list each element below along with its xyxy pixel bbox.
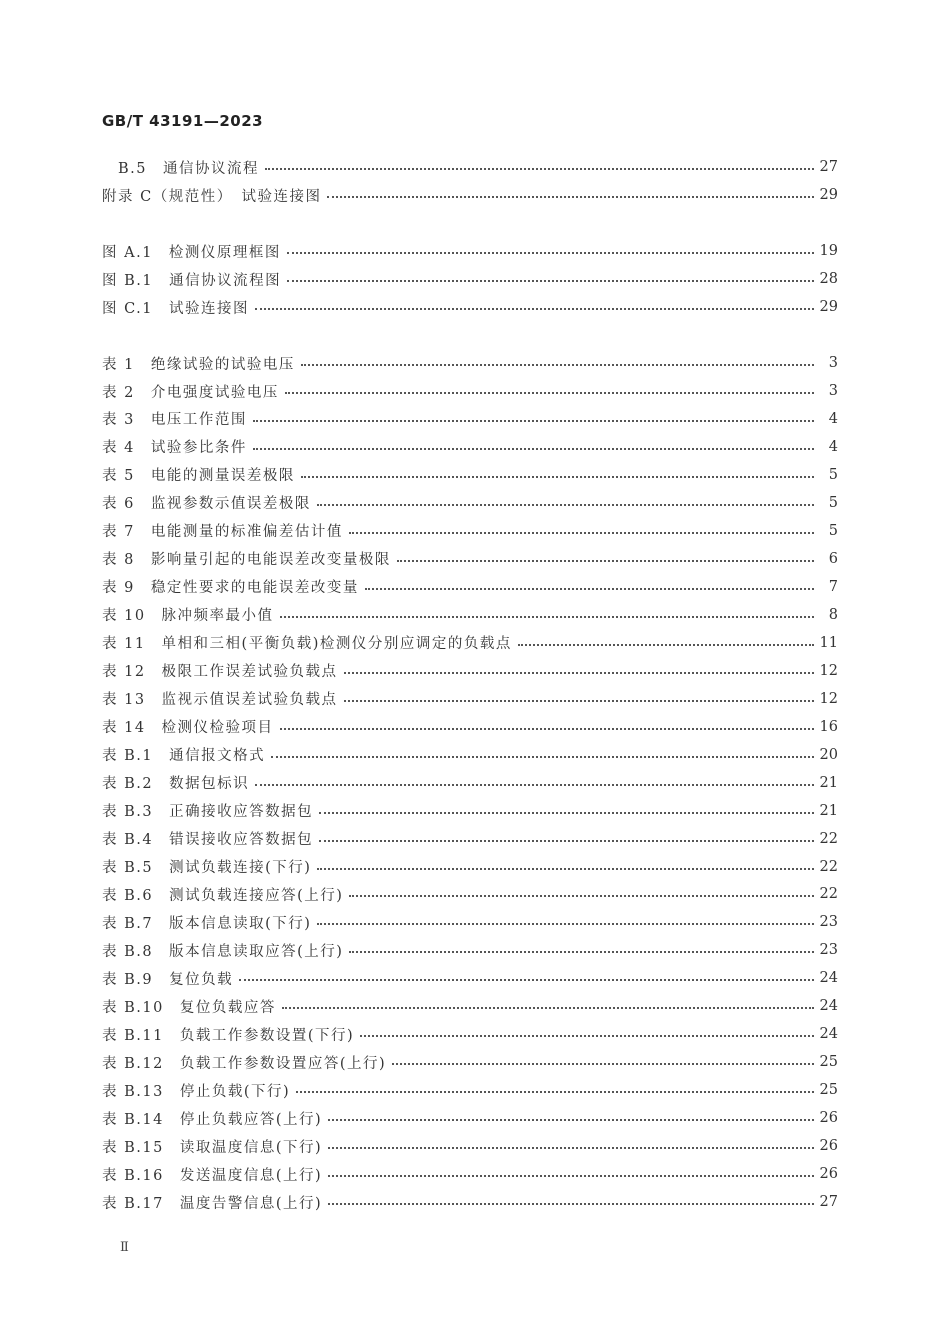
toc-entry-page: 21 <box>819 802 838 819</box>
dot-leader <box>344 672 814 674</box>
dot-leader <box>327 196 813 198</box>
toc-entry-page: 3 <box>828 355 838 371</box>
toc-entry-label: 附录 C（规范性） 试验连接图 <box>102 188 322 205</box>
toc-entry-page: 5 <box>828 466 838 483</box>
toc-figure-entry[interactable] <box>102 239 838 263</box>
toc-entry-label: 表 B.16 发送温度信息(上行) <box>102 1167 323 1184</box>
toc-entry-page: 7 <box>828 578 838 595</box>
dot-leader <box>317 923 813 925</box>
toc-table-entry[interactable] <box>102 547 838 571</box>
toc-table-entry[interactable] <box>102 771 838 795</box>
toc-entry-label: 表 B.4 错误接收应答数据包 <box>102 832 314 848</box>
toc-table-entry[interactable] <box>102 743 838 767</box>
toc-entry-page: 26 <box>819 1138 838 1155</box>
toc-entry[interactable] <box>102 183 838 207</box>
dot-leader <box>317 504 814 506</box>
dot-leader <box>287 252 814 254</box>
toc-table-entry[interactable] <box>102 519 838 543</box>
page-number: Ⅱ <box>120 1240 129 1255</box>
toc-entry-label: 图 A.1 检测仪原理框图 <box>102 244 281 261</box>
toc-entry-page: 25 <box>819 1082 838 1099</box>
toc-entry-label: 表 B.2 数据包标识 <box>102 776 250 792</box>
toc-entry-label: 表 11 单相和三相(平衡负载)检测仪分别应调定的负载点 <box>102 636 512 653</box>
toc-table-entry[interactable] <box>102 1050 838 1074</box>
dot-leader <box>253 420 814 422</box>
toc-entry-label: 表 14 检测仪检验项目 <box>102 720 274 737</box>
dot-leader <box>253 448 814 450</box>
dot-leader <box>301 476 814 478</box>
toc-entry-label: 表 B.5 测试负载连接(下行) <box>102 860 312 876</box>
dot-leader <box>317 868 813 870</box>
toc-entry-page: 20 <box>819 746 838 763</box>
toc-entry-label: 表 2 介电强度试验电压 <box>102 384 279 401</box>
toc-entry-label: 表 B.10 复位负载应答 <box>102 999 276 1016</box>
toc-table-entry[interactable] <box>102 827 838 851</box>
toc-entry-page: 4 <box>828 410 838 427</box>
toc-table-entry[interactable] <box>102 855 838 879</box>
toc-entry-page: 21 <box>819 774 838 791</box>
toc-entry-page: 12 <box>819 690 838 707</box>
toc-table-entry[interactable] <box>102 631 838 655</box>
toc-entry-page: 22 <box>819 830 838 847</box>
dot-leader <box>349 532 814 534</box>
dot-leader <box>349 951 813 953</box>
dot-leader <box>271 756 813 758</box>
dot-leader <box>360 1035 813 1037</box>
toc-table-entry[interactable] <box>102 1190 838 1214</box>
toc-entry-page: 26 <box>819 1110 838 1127</box>
document-header: GB/T 43191—2023 <box>102 112 264 130</box>
toc-table-entry[interactable] <box>102 659 838 683</box>
toc-entry-page: 8 <box>828 606 838 623</box>
toc-entry-label: 图 C.1 试验连接图 <box>102 300 250 317</box>
toc-table-entry[interactable] <box>102 910 838 934</box>
toc-table-entry[interactable] <box>102 463 838 487</box>
dot-leader <box>344 700 814 702</box>
toc-table-entry[interactable] <box>102 491 838 515</box>
toc-entry-page: 4 <box>828 438 838 455</box>
dot-leader <box>328 1203 813 1205</box>
dot-leader <box>365 588 814 590</box>
toc-entry-page: 16 <box>819 718 838 735</box>
toc-entry-label: 表 3 电压工作范围 <box>102 412 247 429</box>
toc-figure-entry[interactable] <box>102 295 838 319</box>
dot-leader <box>285 392 814 394</box>
dot-leader <box>239 979 813 981</box>
toc-table-entry[interactable] <box>102 715 838 739</box>
toc-table-entry[interactable] <box>102 966 838 990</box>
toc-entry-label: 图 B.1 通信协议流程图 <box>102 272 282 289</box>
toc-entry-page: 23 <box>819 914 838 931</box>
toc-entry-label: 表 B.9 复位负载 <box>102 971 234 988</box>
toc-entry-page: 12 <box>819 662 838 679</box>
toc-table-entry[interactable] <box>102 1162 838 1186</box>
toc-table-entry[interactable] <box>102 799 838 823</box>
toc-entry-page: 5 <box>828 522 838 539</box>
toc-entry-label: 表 B.7 版本信息读取(下行) <box>102 915 312 932</box>
toc-entry-page: 24 <box>819 998 838 1015</box>
toc-table-entry[interactable] <box>102 938 838 962</box>
toc-entry-label: 表 6 监视参数示值误差极限 <box>102 496 311 513</box>
toc-entry-label: 表 B.8 版本信息读取应答(上行) <box>102 943 344 960</box>
dot-leader <box>265 168 814 170</box>
toc-table-entry[interactable] <box>102 575 838 599</box>
toc-entry-label: 表 B.6 测试负载连接应答(上行) <box>102 887 344 904</box>
toc-entry-label: 表 B.1 通信报文格式 <box>102 748 266 765</box>
toc-entry-label: 表 8 影响量引起的电能误差改变量极限 <box>102 552 391 569</box>
toc-table-entry[interactable] <box>102 1022 838 1046</box>
dot-leader <box>392 1063 813 1065</box>
toc-entry-page: 29 <box>819 299 838 315</box>
toc-entry-label: 表 13 监视示值误差试验负载点 <box>102 692 338 709</box>
toc-entry-label: 表 10 脉冲频率最小值 <box>102 608 274 625</box>
toc-entry-label: B.5 通信协议流程 <box>118 160 259 177</box>
toc-entry-page: 19 <box>819 243 838 259</box>
toc-table-entry[interactable] <box>102 687 838 711</box>
dot-leader <box>328 1175 813 1177</box>
toc-entry-page: 28 <box>819 271 838 287</box>
toc-entry-page: 11 <box>819 634 838 651</box>
toc-table-entry[interactable] <box>102 1134 838 1158</box>
toc-figure-entry[interactable] <box>102 267 838 291</box>
toc-entry-label: 表 B.15 读取温度信息(下行) <box>102 1139 323 1156</box>
toc-table-entry[interactable] <box>102 407 838 431</box>
toc-table-entry[interactable] <box>102 435 838 459</box>
toc-entry-page: 22 <box>819 858 838 875</box>
toc-table-entry[interactable] <box>102 351 838 375</box>
dot-leader <box>280 728 814 730</box>
toc-entry-label: 表 9 稳定性要求的电能误差改变量 <box>102 580 359 597</box>
toc-entry-label: 表 4 试验参比条件 <box>102 440 247 457</box>
toc-entry-label: 表 5 电能的测量误差极限 <box>102 468 295 485</box>
toc-entry-label: 表 B.12 负载工作参数设置应答(上行) <box>102 1055 387 1072</box>
toc-table-entry[interactable] <box>102 1106 838 1130</box>
toc-table-entry[interactable] <box>102 1078 838 1102</box>
dot-leader <box>301 364 814 366</box>
dot-leader <box>280 616 814 618</box>
dot-leader <box>282 1007 814 1009</box>
dot-leader <box>287 280 813 282</box>
toc-entry-page: 5 <box>828 494 838 511</box>
toc-entry-label: 表 B.13 停止负载(下行) <box>102 1083 291 1100</box>
dot-leader <box>319 840 813 842</box>
toc-entry-page: 27 <box>819 159 838 175</box>
toc-table-entry[interactable] <box>102 603 838 627</box>
dot-leader <box>518 644 814 646</box>
toc-entry[interactable] <box>118 155 838 179</box>
toc-entry-label: 表 B.11 负载工作参数设置(下行) <box>102 1027 355 1044</box>
toc-entry-page: 24 <box>819 970 838 987</box>
toc-table-entry[interactable] <box>102 379 838 403</box>
dot-leader <box>255 784 813 786</box>
dot-leader <box>255 308 814 310</box>
dot-leader <box>328 1119 813 1121</box>
toc-entry-label: 表 1 绝缘试验的试验电压 <box>102 356 295 373</box>
toc-entry-label: 表 B.17 温度告警信息(上行) <box>102 1195 323 1212</box>
toc-entry-page: 6 <box>828 550 838 567</box>
toc-entry-page: 29 <box>819 187 838 203</box>
toc-entry-label: 表 7 电能测量的标准偏差估计值 <box>102 524 343 541</box>
toc-entry-label: 表 B.3 正确接收应答数据包 <box>102 804 314 820</box>
dot-leader <box>397 560 814 562</box>
toc-entry-page: 25 <box>819 1054 838 1071</box>
toc-entry-page: 3 <box>828 383 838 399</box>
toc-entry-label: 表 12 极限工作误差试验负载点 <box>102 664 338 681</box>
toc-table-entry[interactable] <box>102 882 838 906</box>
dot-leader <box>296 1091 813 1093</box>
toc-entry-page: 26 <box>819 1166 838 1183</box>
toc-entry-page: 27 <box>819 1194 838 1211</box>
dot-leader <box>349 895 813 897</box>
dot-leader <box>319 812 813 814</box>
toc-entry-page: 24 <box>819 1026 838 1043</box>
toc-entry-page: 22 <box>819 886 838 903</box>
toc-entry-label: 表 B.14 停止负载应答(上行) <box>102 1111 323 1128</box>
toc-entry-page: 23 <box>819 942 838 959</box>
dot-leader <box>328 1147 813 1149</box>
toc-table-entry[interactable] <box>102 994 838 1018</box>
